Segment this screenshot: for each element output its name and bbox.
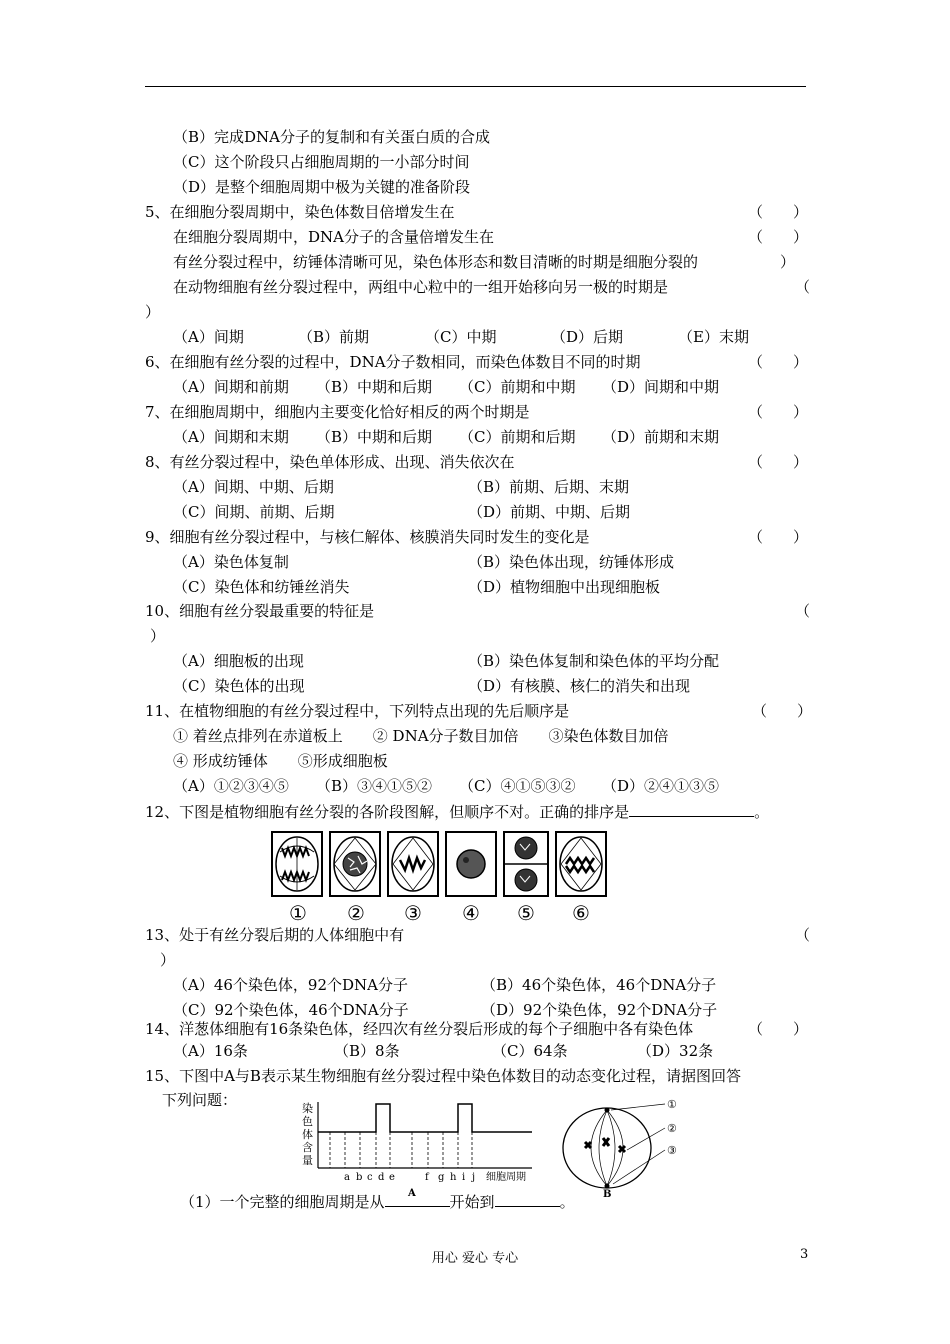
q15-stem-2: 下列问题： xyxy=(162,1091,238,1109)
q15-ylabel-c5: 量 xyxy=(302,1154,313,1167)
q9-paren: （ ） xyxy=(748,528,809,546)
q10-option-b: （B）染色体复制和染色体的平均分配 xyxy=(468,652,720,670)
q12-cell-6 xyxy=(556,832,606,896)
q5-option-b: （B）前期 xyxy=(298,328,370,346)
q15-marker-1: ① xyxy=(667,1098,677,1111)
q12-label-3: ③ xyxy=(404,901,422,925)
q5-line4: 在动物细胞有丝分裂过程中，两组中心粒中的一组开始移向另一极的时期是 xyxy=(173,278,669,296)
q7-stem: 7、在细胞周期中，细胞内主要变化恰好相反的两个时期是 xyxy=(145,403,530,421)
tick-h: h xyxy=(450,1172,457,1183)
q14-stem: 14、洋葱体细胞有16条染色体，经四次有丝分裂后形成的每个子细胞中各有染色体 xyxy=(145,1020,694,1038)
q13-option-d: （D）92个染色体，92个DNA分子 xyxy=(481,1001,718,1019)
q15-marker-3: ③ xyxy=(667,1144,677,1157)
q12-answer-blank[interactable] xyxy=(629,801,754,817)
q5-paren-3-close: ） xyxy=(780,253,796,271)
q5-line1: 5、在细胞分裂周期中，染色体数目倍增发生在 xyxy=(145,203,455,221)
q5-paren-4-open: （ xyxy=(795,278,811,296)
q12-cell-2 xyxy=(330,832,380,896)
q6-paren: （ ） xyxy=(748,353,809,371)
q15-chromosome-curve xyxy=(318,1104,532,1132)
q5-option-e: （E）末期 xyxy=(678,328,749,346)
q14-option-c: （C）64条 xyxy=(492,1042,568,1060)
tick-b: b xyxy=(356,1172,363,1183)
q12-cell-division-figure xyxy=(270,830,610,930)
q15-stem-1: 15、下图中A与B表示某生物细胞有丝分裂过程中染色体数目的动态变化过程，请据图回答 xyxy=(145,1067,741,1085)
q11-stem: 11、在植物细胞的有丝分裂过程中，下列特点出现的先后顺序是 xyxy=(145,702,570,720)
q8-option-c: （C）间期、前期、后期 xyxy=(173,503,335,521)
q7-option-d: （D）前期和末期 xyxy=(602,428,720,446)
q15-ylabel-c3: 体 xyxy=(302,1128,313,1141)
q4-option-b: （B）完成DNA分子的复制和有关蛋白质的合成 xyxy=(173,128,491,146)
q10-stem: 10、细胞有丝分裂最重要的特征是 xyxy=(145,602,375,620)
q12-label-2: ② xyxy=(347,901,365,925)
q15-sub1-blank-2[interactable] xyxy=(495,1191,560,1207)
q11-items-1: ① 着丝点排列在赤道板上 ② DNA分子数目加倍 ③染色体数目加倍 xyxy=(173,727,669,745)
q14-paren: （ ） xyxy=(748,1020,809,1038)
q13-paren-close: ） xyxy=(160,951,176,969)
footer-slogan: 用心 爱心 专心 xyxy=(431,1251,519,1266)
q4-option-d: （D）是整个细胞周期中极为关键的准备阶段 xyxy=(173,178,471,196)
tick-j: j xyxy=(472,1172,476,1183)
q12-label-4: ④ xyxy=(462,901,480,925)
q15-ylabel-c1: 染 xyxy=(302,1102,313,1115)
q15-figure-a-chart xyxy=(300,1098,560,1198)
q13-option-b: （B）46个染色体，46个DNA分子 xyxy=(481,976,717,994)
q6-stem: 6、在细胞有丝分裂的过程中，DNA分子数相同，而染色体数目不同的时期 xyxy=(145,353,641,371)
q9-option-c: （C）染色体和纺锤丝消失 xyxy=(173,578,350,596)
q5-paren-2: （ ） xyxy=(748,228,809,246)
tick-f: f xyxy=(425,1172,429,1183)
q10-paren-open: （ xyxy=(795,602,811,620)
q9-stem: 9、细胞有丝分裂过程中，与核仁解体、核膜消失同时发生的变化是 xyxy=(145,528,590,546)
q15-centriole-top xyxy=(605,1108,610,1113)
q10-option-a: （A）细胞板的出现 xyxy=(173,652,304,670)
q11-paren: （ ） xyxy=(752,702,813,720)
q7-option-a: （A）间期和末期 xyxy=(173,428,289,446)
tick-i: i xyxy=(462,1172,466,1183)
q12-cell-1 xyxy=(272,832,322,896)
q15-ylabel-c4: 含 xyxy=(302,1141,313,1154)
q5-paren-1: （ ） xyxy=(748,203,809,221)
q5-line3: 有丝分裂过程中，纺锤体清晰可见，染色体形态和数目清晰的时期是细胞分裂的 xyxy=(173,253,699,271)
q15-figure-b-cell xyxy=(555,1098,685,1198)
q15-fig-b-label: B xyxy=(603,1189,612,1198)
q11-items-2: ④ 形成纺锤体 ⑤形成细胞板 xyxy=(173,752,388,770)
q15-spindle-fibers xyxy=(591,1110,623,1186)
q12-cell-4 xyxy=(446,832,496,896)
q15-dashed-guides xyxy=(330,1132,472,1168)
q5-option-c: （C）中期 xyxy=(425,328,497,346)
q12-stem-text: 12、下图是植物细胞有丝分裂的各阶段图解，但顺序不对。正确的排序是 xyxy=(145,803,630,821)
q15-xlabel: 细胞周期 xyxy=(486,1172,526,1183)
q8-paren: （ ） xyxy=(748,453,809,471)
q12-stem xyxy=(145,801,769,821)
q9-option-a: （A）染色体复制 xyxy=(173,553,289,571)
q10-option-c: （C）染色体的出现 xyxy=(173,677,305,695)
q6-option-b: （B）中期和后期 xyxy=(316,378,433,396)
q15-sub1-text-b: 开始到 xyxy=(449,1193,495,1211)
q6-option-c: （C）前期和中期 xyxy=(459,378,576,396)
q14-option-b: （B）8条 xyxy=(334,1042,400,1060)
q7-option-c: （C）前期和后期 xyxy=(459,428,576,446)
q15-marker-2: ② xyxy=(667,1122,677,1135)
q12-cell-5 xyxy=(504,832,548,896)
q11-option-a: （A）①②③④⑤ xyxy=(173,777,289,795)
q14-option-a: （A）16条 xyxy=(173,1042,248,1060)
q10-option-d: （D）有核膜、核仁的消失和出现 xyxy=(468,677,691,695)
q13-paren-open: （ xyxy=(795,926,811,944)
q13-option-c: （C）92个染色体，46个DNA分子 xyxy=(173,1001,409,1019)
q15-ylabel xyxy=(302,1101,317,1167)
q8-stem: 8、有丝分裂过程中，染色单体形成、出现、消失依次在 xyxy=(145,453,515,471)
tick-e: e xyxy=(389,1172,395,1183)
q12-cell-3 xyxy=(388,832,438,896)
q8-option-a: （A）间期、中期、后期 xyxy=(173,478,334,496)
q5-paren-4-close: ） xyxy=(145,303,161,321)
q8-option-d: （D）前期、中期、后期 xyxy=(468,503,631,521)
q15-sub1-text-c: 。 xyxy=(559,1193,575,1211)
q6-option-d: （D）间期和中期 xyxy=(602,378,720,396)
q15-fig-a-label: A xyxy=(408,1188,416,1198)
q15-centriole-bottom xyxy=(605,1184,610,1189)
q6-option-a: （A）间期和前期 xyxy=(173,378,289,396)
q12-stem-end: 。 xyxy=(754,803,770,821)
tick-d: d xyxy=(378,1172,385,1183)
q11-option-c: （C）④①⑤③② xyxy=(459,777,576,795)
q13-stem: 13、处于有丝分裂后期的人体细胞中有 xyxy=(145,926,405,944)
q9-option-b: （B）染色体出现，纺锤体形成 xyxy=(468,553,675,571)
q12-label-6: ⑥ xyxy=(572,901,590,925)
tick-c: c xyxy=(367,1172,373,1183)
q11-option-b: （B）③④①⑤② xyxy=(316,777,433,795)
q5-option-d: （D）后期 xyxy=(551,328,624,346)
q15-ticks xyxy=(344,1172,475,1183)
q11-option-d: （D）②④①③⑤ xyxy=(602,777,720,795)
q8-option-b: （B）前期、后期、末期 xyxy=(468,478,630,496)
q14-option-d: （D）32条 xyxy=(637,1042,714,1060)
q5-line2: 在细胞分裂周期中，DNA分子的含量倍增发生在 xyxy=(173,228,494,246)
tick-a: a xyxy=(344,1172,350,1183)
header-rule xyxy=(145,86,806,87)
q13-option-a: （A）46个染色体，92个DNA分子 xyxy=(173,976,408,994)
q12-label-1: ① xyxy=(289,901,307,925)
q7-paren: （ ） xyxy=(748,403,809,421)
q10-paren-close: ） xyxy=(150,627,166,645)
q9-option-d: （D）植物细胞中出现细胞板 xyxy=(468,578,661,596)
page-number: 3 xyxy=(800,1247,809,1262)
tick-g: g xyxy=(438,1172,445,1183)
q5-option-a: （A）间期 xyxy=(173,328,244,346)
q15-sub1-blank-1[interactable] xyxy=(385,1191,450,1207)
q7-option-b: （B）中期和后期 xyxy=(316,428,433,446)
q15-sub1 xyxy=(180,1191,575,1211)
q4-option-c: （C）这个阶段只占细胞周期的一小部分时间 xyxy=(173,153,470,171)
q15-sub1-text-a: （1）一个完整的细胞周期是从 xyxy=(180,1193,385,1211)
q12-label-5: ⑤ xyxy=(517,901,535,925)
q15-ylabel-c2: 色 xyxy=(302,1115,313,1128)
